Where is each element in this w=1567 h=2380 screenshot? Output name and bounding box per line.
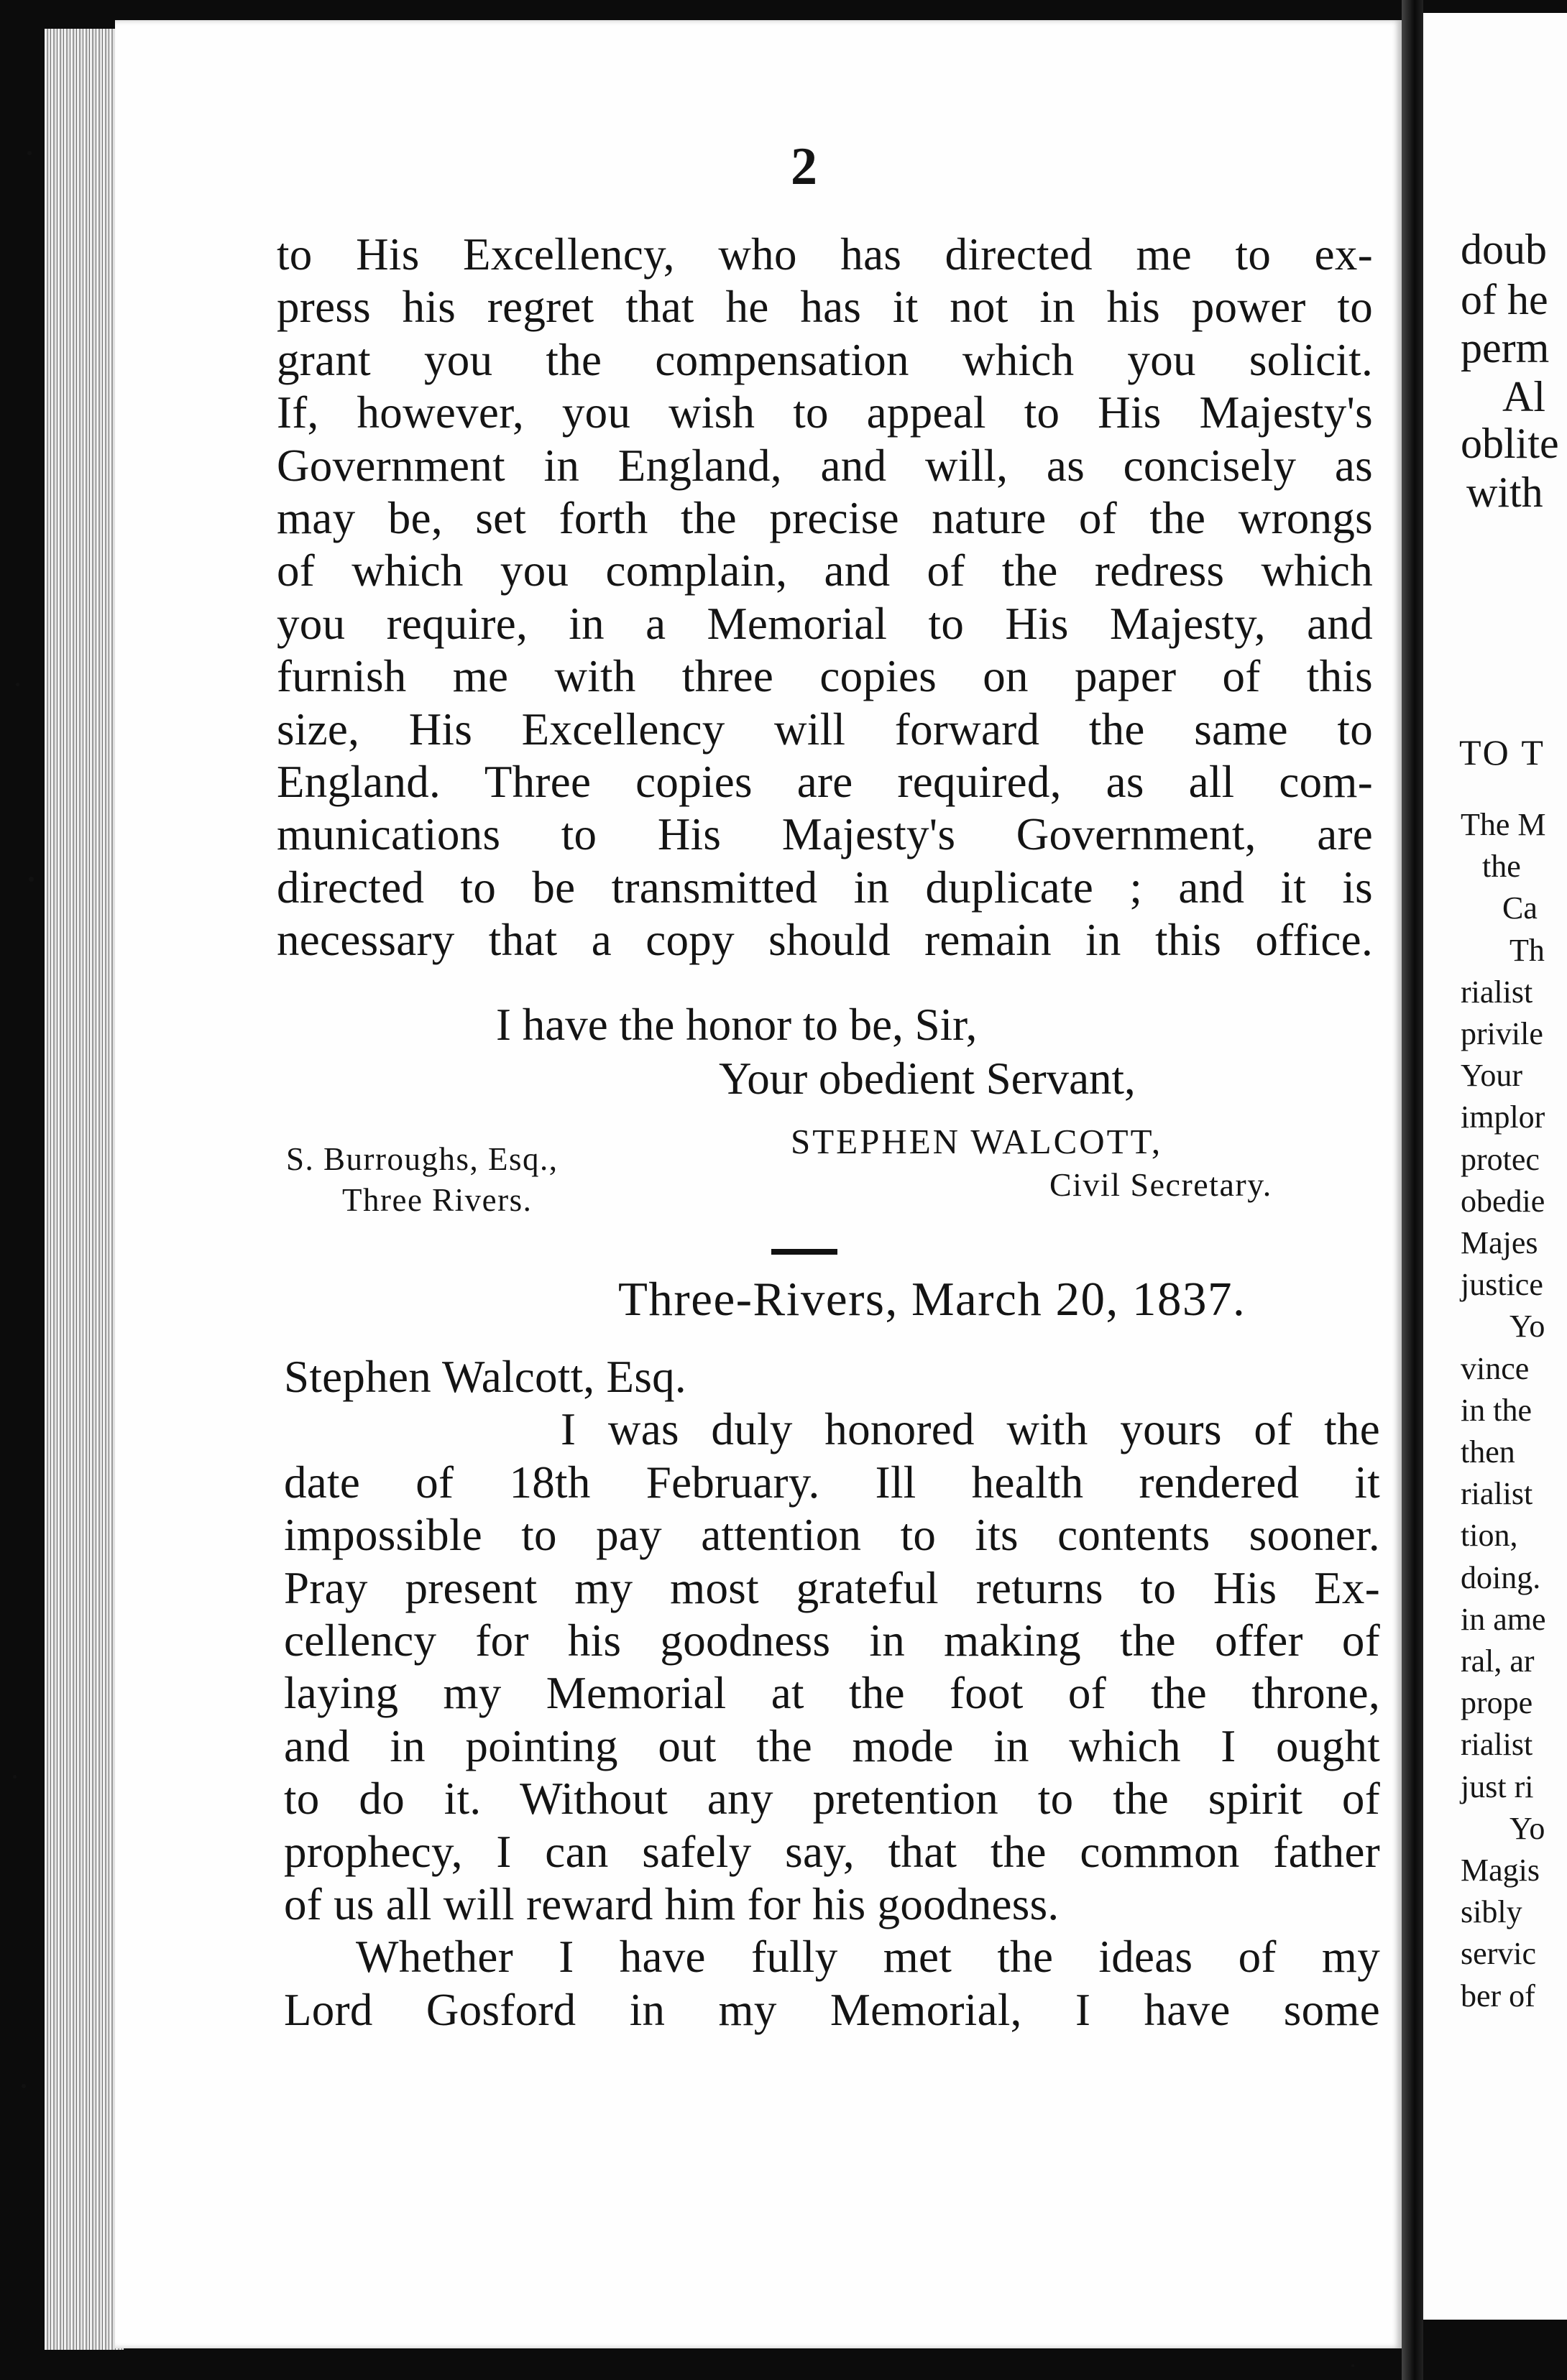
facing-text-line: doub — [1461, 226, 1547, 273]
text-line: impossible to pay attention to its contents sooner. — [284, 1510, 1380, 1561]
facing-text-line: ber of — [1461, 1978, 1535, 2014]
addressee — [286, 1139, 559, 1221]
book-gutter — [1402, 0, 1423, 2380]
facing-text-line: Your — [1461, 1058, 1523, 1094]
facing-text-line: then — [1461, 1434, 1515, 1470]
facing-text-line: the — [1482, 849, 1521, 885]
facing-text-line: Majes — [1461, 1225, 1538, 1260]
text-line: necessary that a copy should remain in this office. — [277, 915, 1373, 966]
facing-text-line: Th — [1509, 932, 1545, 968]
addressee-place: Three Rivers. — [342, 1182, 533, 1218]
text-line: Government in England, and will, as concisely as — [277, 440, 1373, 491]
facing-text-line: doing. — [1461, 1559, 1541, 1595]
page-number: 2 — [791, 137, 817, 196]
facing-text-line: in ame — [1461, 1601, 1546, 1637]
facing-text-line: sibly — [1461, 1894, 1522, 1930]
text-line: press his regret that he has it not in his power to — [277, 282, 1373, 333]
facing-text-line: Magis — [1461, 1853, 1540, 1888]
facing-text-line: ral, ar — [1461, 1643, 1535, 1679]
text-line: you require, in a Memorial to His Majesty, and — [277, 598, 1373, 649]
text-line: directed to be transmitted in duplicate ; and it is — [277, 862, 1373, 913]
signatory-title: Civil Secretary. — [1049, 1166, 1272, 1203]
facing-text-line: with — [1466, 469, 1543, 516]
letter-one-body — [277, 229, 1373, 967]
text-line: Lord Gosford in my Memorial, I have some — [284, 1984, 1380, 2035]
facing-text-line: rialist — [1461, 1476, 1533, 1512]
letter-two-body — [284, 1351, 1380, 2037]
facing-text-line: tion, — [1461, 1518, 1518, 1554]
facing-text-line: in the — [1461, 1392, 1532, 1428]
text-line: may be, set forth the precise nature of the wrongs — [277, 492, 1373, 543]
facing-page — [1423, 13, 1567, 2320]
text-line: munications to His Majesty's Government, are — [277, 809, 1373, 860]
text-line: England. Three copies are required, as all com- — [277, 756, 1373, 807]
text-line: of which you complain, and of the redress which — [277, 545, 1373, 596]
facing-text-line: Yo — [1509, 1309, 1545, 1344]
facing-text-line: privile — [1461, 1016, 1543, 1051]
text-line: date of 18th February. Ill health rendered it — [284, 1457, 1380, 1508]
facing-heading: TO T — [1459, 732, 1545, 772]
text-line: If, however, you wish to appeal to His Majesty's — [277, 387, 1373, 438]
facing-text-line: Ca — [1502, 890, 1538, 926]
signatory-name: STEPHEN WALCOTT, — [791, 1122, 1163, 1161]
facing-text-line: of he — [1461, 276, 1548, 323]
facing-text-line: justice — [1461, 1267, 1543, 1303]
facing-text-line: rialist — [1461, 1727, 1533, 1763]
text-line: cellency for his goodness in making the offer of — [284, 1615, 1380, 1666]
facing-text-line: Al — [1502, 373, 1545, 420]
text-line: to His Excellency, who has directed me to ex- — [277, 229, 1373, 280]
text-line: I was duly honored with yours of the — [561, 1404, 1380, 1455]
facing-text-line: prope — [1461, 1685, 1533, 1721]
text-line: furnish me with three copies on paper of this — [277, 651, 1373, 702]
page-edges — [45, 29, 124, 2350]
text-line: laying my Memorial at the foot of the throne, — [284, 1668, 1380, 1719]
text-line: size, His Excellency will forward the same to — [277, 704, 1373, 755]
facing-text-line: vince — [1461, 1350, 1530, 1386]
section-divider — [771, 1249, 837, 1255]
facing-text-line: implor — [1461, 1099, 1545, 1135]
closing-line-2: Your obedient Servant, — [719, 1053, 1136, 1104]
facing-text-line: obedie — [1461, 1183, 1545, 1219]
addressee-name: S. Burroughs, Esq., — [286, 1141, 559, 1177]
salutation: Stephen Walcott, Esq. — [284, 1352, 686, 1402]
closing-line-1: I have the honor to be, Sir, — [496, 1000, 978, 1050]
text-line: Pray present my most grateful returns to His Ex- — [284, 1562, 1380, 1613]
text-line: prophecy, I can safely say, that the common father — [284, 1826, 1380, 1877]
text-line: to do it. Without any pretention to the spirit of — [284, 1774, 1380, 1825]
facing-text-line: protec — [1461, 1141, 1540, 1177]
text-line: grant you the compensation which you solicit. — [277, 334, 1373, 385]
facing-text-line: rialist — [1461, 974, 1533, 1010]
facing-text-line: just ri — [1461, 1768, 1534, 1804]
text-line: of us all will reward him for his goodness. — [284, 1878, 1060, 1929]
facing-text-line: The M — [1461, 807, 1546, 842]
text-line: and in pointing out the mode in which I ought — [284, 1720, 1380, 1771]
facing-text-line: perm — [1461, 324, 1550, 372]
facing-text-line: servic — [1461, 1936, 1537, 1972]
facing-text-line: Yo — [1509, 1810, 1545, 1846]
facing-text-line: oblite — [1461, 420, 1559, 467]
letter-two-dateline: Three-Rivers, March 20, 1837. — [618, 1273, 1246, 1326]
text-line: Whether I have fully met the ideas of my — [356, 1932, 1380, 1983]
